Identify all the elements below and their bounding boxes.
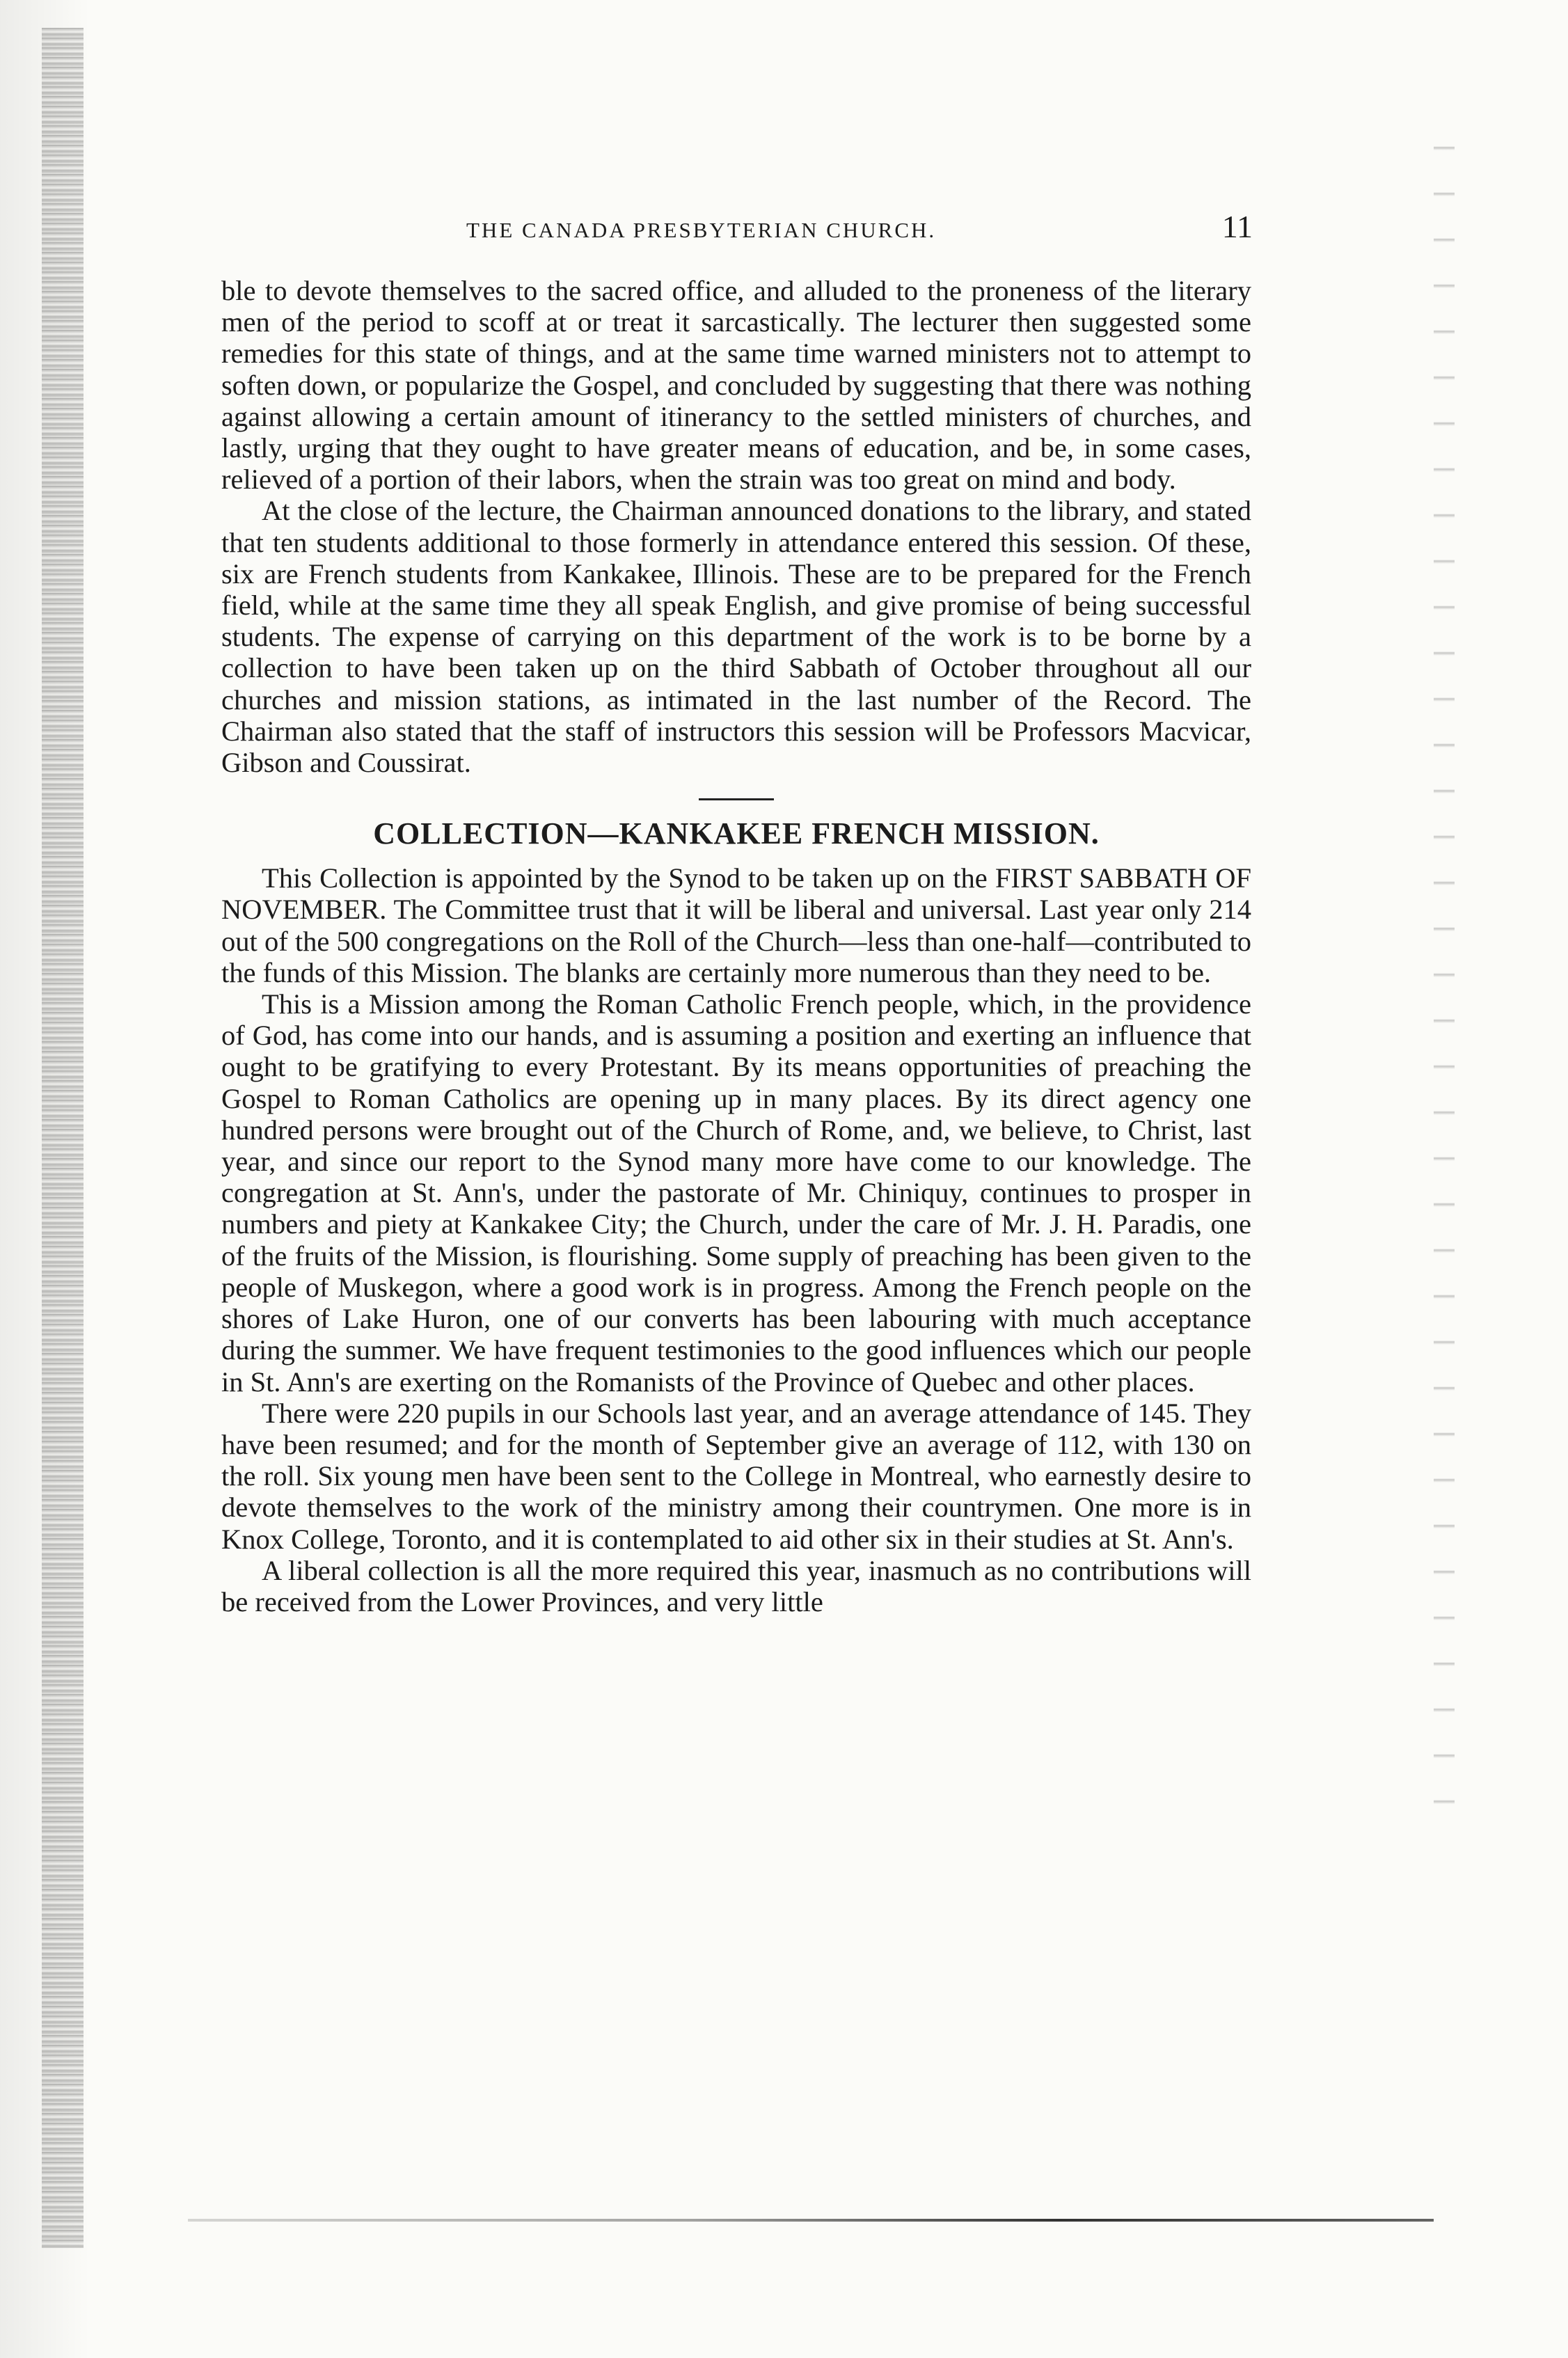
scan-binding-edge: [42, 28, 84, 2248]
paragraph-collection-appointed: This Collection is appointed by the Synod to be taken up on the FIRST SABBATH OF NOVEMBER. The Committee trust that it will be liberal and universal. Last year only 214 out of the 500 congregations on the Roll of the Church—less than one-half—contributed to the funds of this Mission. The blanks are certainly more numerous than they need to be.: [221, 862, 1251, 988]
page-body: [221, 275, 1251, 1617]
paragraph-lecture-close: At the close of the lecture, the Chairman announced donations to the library, and stated that ten students additional to those formerly in attendance entered this session. Of these, six are French students from Kankakee, Illinois. These are to be prepared for the French field, while at the same time they all speak English, and give promise of being successful students. The expense of carrying on this department of the work is to be borne by a collection to have been taken up on the third Sabbath of October throughout all our churches and mission stations, as intimated in the last number of the Record. The Chairman also stated that the staff of instructors this session will be Professors Macvicar, Gibson and Coussirat.: [221, 495, 1251, 779]
page-number: 11: [1221, 209, 1253, 244]
paragraph-continuation: ble to devote themselves to the sacred office, and alluded to the proneness of the literary men of the period to scoff at or treat it sarcastically. The lecturer then suggested some remedies for this state of things, and at the same time warned ministers not to attempt to soften down, or popularize the Gospel, and concluded by suggesting that there was nothing against allowing a certain amount of itinerancy to the settled ministers of churches, and lastly, urging that they ought to have greater means of education, and be, in some cases, relieved of a portion of their labors, when the strain was too great on mind and body.: [221, 275, 1251, 496]
footer-rule: [188, 2219, 1434, 2222]
paragraph-liberal-collection: A liberal collection is all the more required this year, inasmuch as no contributions will be received from the Lower Provinces, and very little: [221, 1554, 1251, 1617]
scan-margin-specks: [1434, 104, 1455, 1844]
running-head: THE CANADA PRESBYTERIAN CHURCH.: [466, 218, 937, 242]
paragraph-mission-description: This is a Mission among the Roman Catholic French people, which, in the providence of God, has come into our hands, and is assuming a position and exerting an influence that ought to be gratifying to every Protestant. By its means opportunities of preaching the Gospel to Roman Catholics are opening up in many places. By its direct agency one hundred persons were brought out of the Church of Rome, and, we believe, to Christ, last year, and since our report to the Synod many more have come to our knowledge. The congregation at St. Ann's, under the pastorate of Mr. Chiniquy, continues to prosper in numbers and piety at Kankakee City; the Church, under the care of Mr. J. H. Paradis, one of the fruits of the Mission, is flourishing. Some supply of preaching has been given to the people of Muskegon, where a good work is in progress. Among the French people on the shores of Lake Huron, one of our converts has been labouring with much acceptance during the summer. We have frequent testimonies to the good influences which our people in St. Ann's are exerting on the Romanists of the Province of Quebec and other places.: [221, 988, 1251, 1398]
section-heading: COLLECTION—KANKAKEE FRENCH MISSION.: [373, 816, 1100, 851]
section-divider: [699, 798, 774, 800]
paragraph-schools: There were 220 pupils in our Schools last year, and an average attendance of 145. They have been resumed; and for the month of September give an average of 112, with 130 on the roll. Six young men have been sent to the College in Montreal, who earnestly desire to devote themselves to the work of the ministry among their countrymen. One more is in Knox College, Toronto, and it is contemplated to aid other six in their studies at St. Ann's.: [221, 1397, 1251, 1555]
page-header: [216, 209, 1260, 254]
